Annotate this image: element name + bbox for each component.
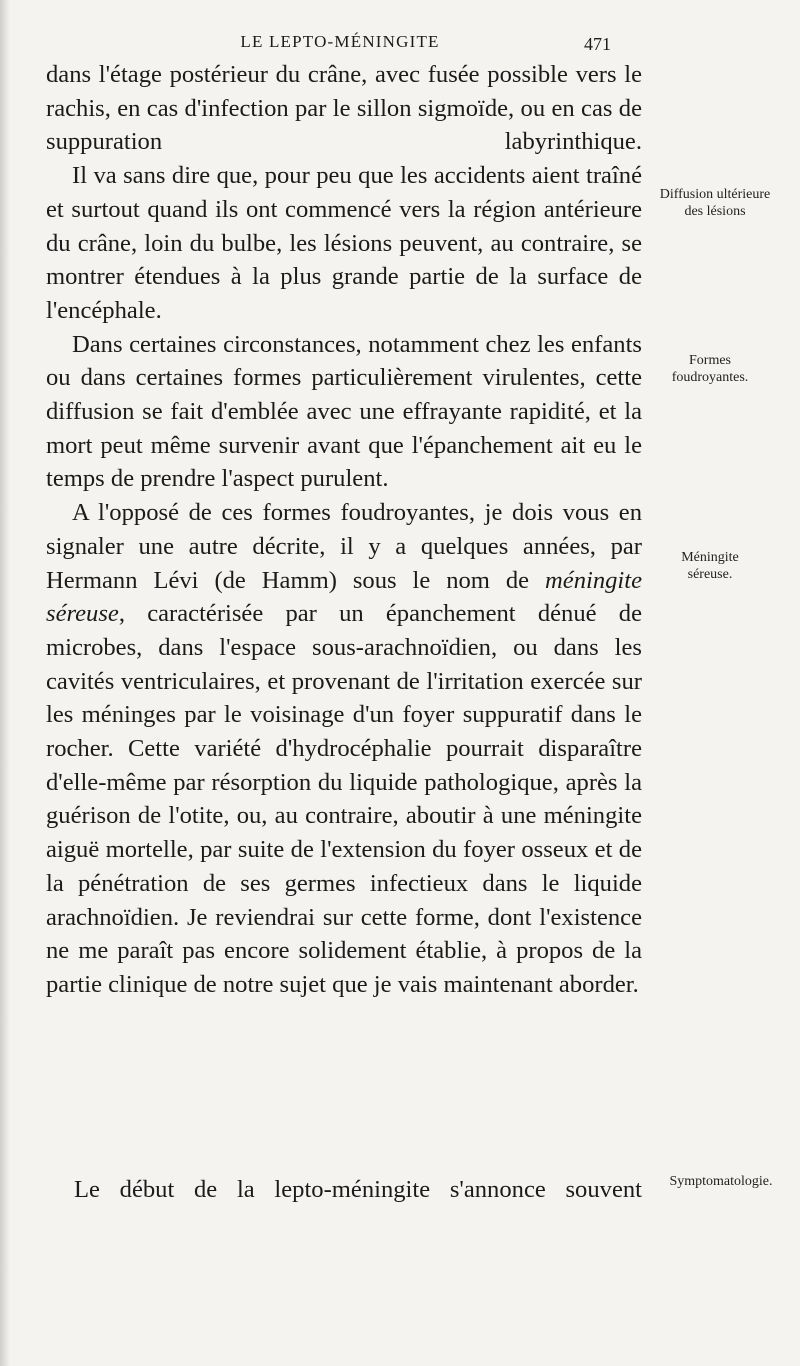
page-number: 471 [584,34,611,54]
page-gutter-shadow [0,0,10,1366]
margin-note-meningite: Méningite séreuse. [681,550,739,582]
margin-note-symptomatologie: Symptomatologie. [669,1174,773,1189]
margin-note-formes: Formes foudroyantes. [671,353,749,385]
margin-note-diffusion: Diffusion ultérieure des lésions [659,187,771,219]
paragraph-5: Le début de la lepto-méningite s'annonce souvent [74,1176,642,1203]
paragraph-2: Il va sans dire que, pour peu que les accidents aient traîné et surtout quand ils ont commencé vers la région antérieure du crâne, loin du bulbe, les lésions peuvent, au contraire, se montrer étendues à la plus grande partie de la surface de l'encéphale. [46,162,642,324]
running-title: LE LEPTO-MÉNINGITE [240,32,440,51]
paragraph-4-text-b: , caractérisée par un épanchement dénué de microbes, dans l'espace sous-arachnoïdien, ou dans les cavités ventriculaires, et provenant de l'irritation exercée sur les méninges par le voisinage d'un foyer suppuratif dans le rocher. Cette variété d'hydrocéphalie pourrait disparaître d'elle-même par résorption du liquide pathologique, après la guérison de l'otite, ou, au contraire, aboutir à une méningite aiguë mortelle, par suite de l'extension du foyer osseux et de la pénétration de ses germes infectieux dans le liquide arachnoïdien. Je reviendrai sur cette forme, dont l'existence ne me paraît pas encore solidement établie, à propos de la partie clinique de notre sujet que je vais maintenant aborder. [46,600,642,998]
paragraph-3: Dans certaines circonstances, notamment chez les enfants ou dans certaines formes particulièrement virulentes, cette diffusion se fait d'emblée avec une effrayante rapidité, et la mort peut même survenir avant que l'épanchement ait eu le temps de prendre l'aspect purulent. [46,330,642,493]
paragraph-4 [46,496,642,1002]
main-text [46,58,642,1002]
paragraph-4-italic-term: méningite séreuse [46,566,642,628]
paragraph-1: dans l'étage postérieur du crâne, avec fusée possible vers le rachis, en cas d'infection par le sillon sigmoïde, ou en cas de suppuration labyrinthique. [46,61,642,156]
paragraph-4-text-a: A l'opposé de ces formes foudroyantes, je dois vous en signaler une autre décrite, il y a quelques années, par Hermann Lévi (de Hamm) sous le nom de [46,499,642,594]
